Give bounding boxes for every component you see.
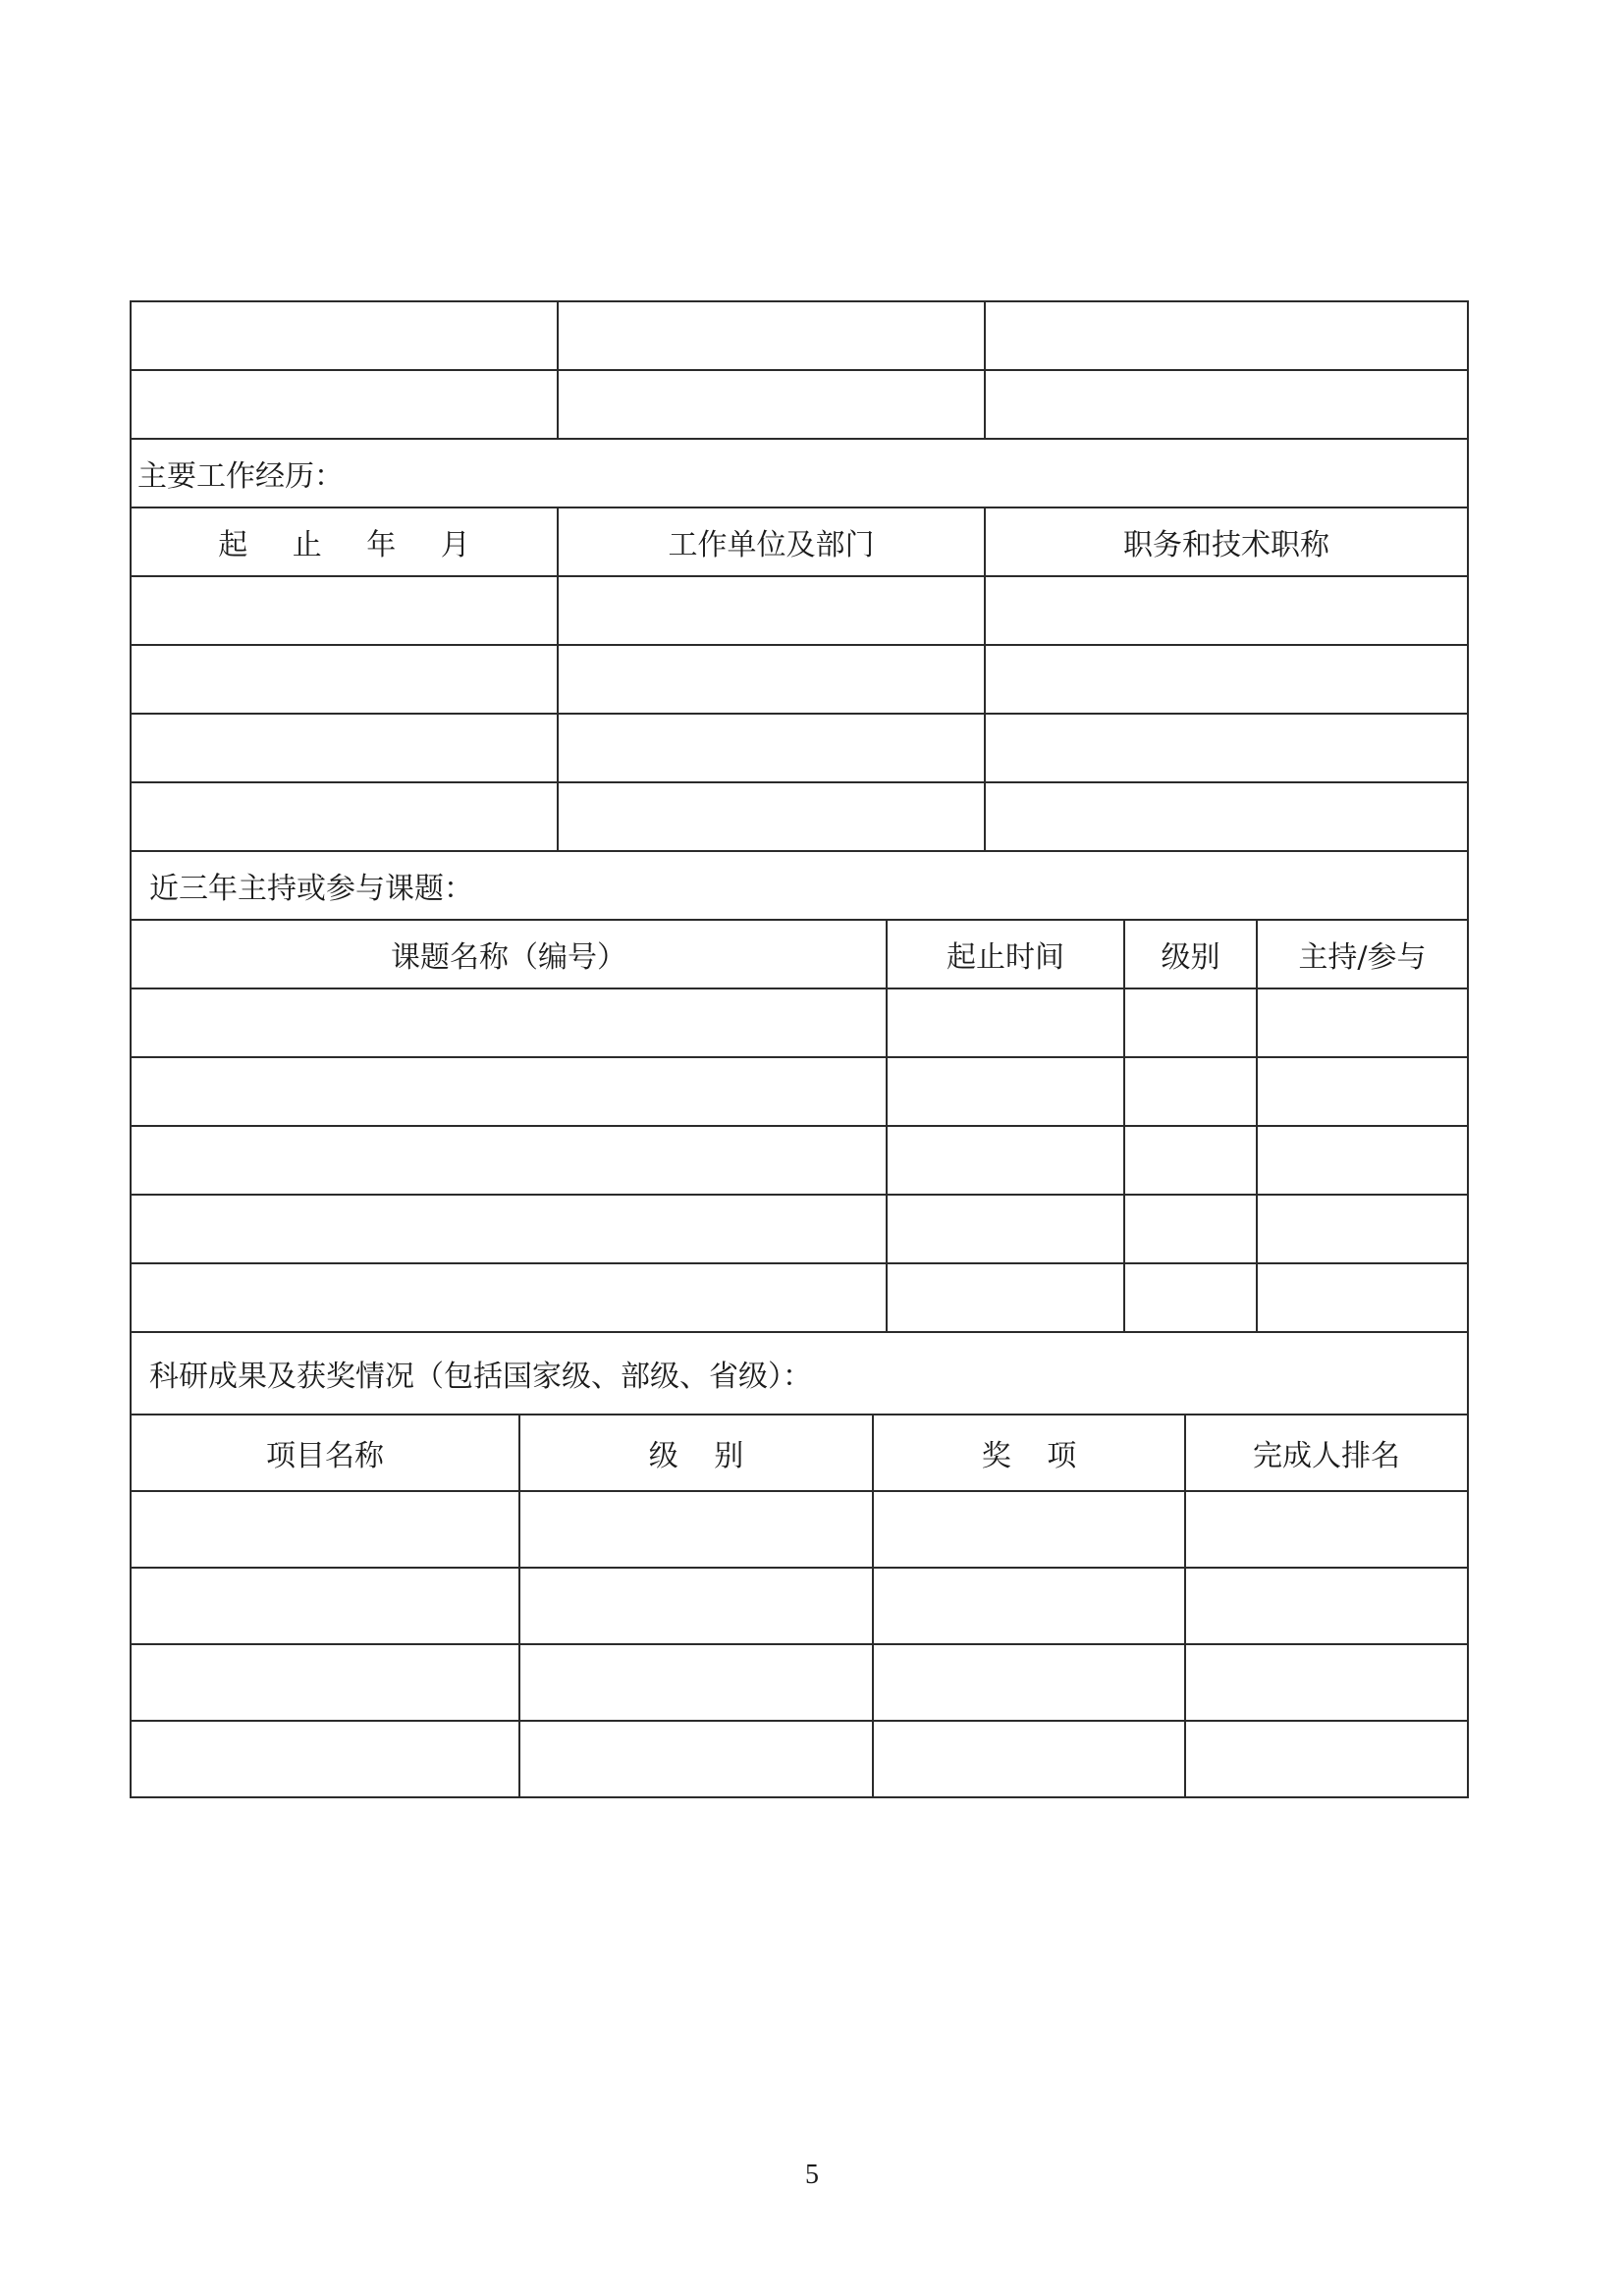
- table-row: [131, 1126, 1468, 1195]
- table-cell[interactable]: [131, 1057, 887, 1126]
- section-label-awards: 科研成果及获奖情况（包括国家级、部级、省级）：: [131, 1332, 1468, 1415]
- table-row: [131, 782, 1468, 851]
- table-row: [131, 988, 1468, 1057]
- table-cell[interactable]: [131, 782, 558, 851]
- table-cell[interactable]: [1185, 1721, 1468, 1797]
- table-cell[interactable]: [985, 645, 1468, 714]
- table-cell[interactable]: [985, 782, 1468, 851]
- column-header-role: 主持/参与: [1257, 920, 1468, 988]
- table-cell[interactable]: [985, 714, 1468, 782]
- column-header-position: 职务和技术职称: [985, 507, 1468, 576]
- table-row: [131, 301, 1468, 370]
- table-cell[interactable]: [519, 1721, 873, 1797]
- table-cell[interactable]: [131, 714, 558, 782]
- column-header-level: 级别: [1124, 920, 1257, 988]
- table-row: [131, 645, 1468, 714]
- table-cell[interactable]: [1257, 988, 1468, 1057]
- awards-table: [130, 1331, 1469, 1798]
- column-header-level: 级 别: [519, 1415, 873, 1491]
- table-cell[interactable]: [1124, 988, 1257, 1057]
- table-cell[interactable]: [131, 1126, 887, 1195]
- column-header-period: 起 止 年 月: [131, 507, 558, 576]
- table-cell[interactable]: [558, 301, 985, 370]
- column-header-item-name: 项目名称: [131, 1415, 519, 1491]
- header-row: [131, 1415, 1468, 1491]
- projects-table: [130, 850, 1469, 1333]
- table-cell[interactable]: [131, 1195, 887, 1263]
- table-cell[interactable]: [131, 370, 558, 439]
- table-cell[interactable]: [873, 1568, 1185, 1644]
- table-row: [131, 1568, 1468, 1644]
- table-cell[interactable]: [887, 988, 1124, 1057]
- table-cell[interactable]: [131, 645, 558, 714]
- section-row: [131, 851, 1468, 920]
- column-header-employer: 工作单位及部门: [558, 507, 985, 576]
- table-row: [131, 576, 1468, 645]
- table-cell[interactable]: [131, 301, 558, 370]
- table-cell[interactable]: [558, 370, 985, 439]
- table-cell[interactable]: [558, 714, 985, 782]
- table-cell[interactable]: [131, 1721, 519, 1797]
- table-cell[interactable]: [519, 1491, 873, 1568]
- table-cell[interactable]: [1257, 1126, 1468, 1195]
- table-cell[interactable]: [887, 1195, 1124, 1263]
- table-cell[interactable]: [519, 1644, 873, 1721]
- table-row: [131, 1195, 1468, 1263]
- table-cell[interactable]: [1257, 1057, 1468, 1126]
- section-row: [131, 439, 1468, 507]
- table-cell[interactable]: [131, 1568, 519, 1644]
- table-cell[interactable]: [1257, 1195, 1468, 1263]
- table-cell[interactable]: [131, 1263, 887, 1332]
- table-row: [131, 714, 1468, 782]
- table-cell[interactable]: [558, 576, 985, 645]
- application-form: [130, 300, 1467, 1798]
- table-cell[interactable]: [1185, 1491, 1468, 1568]
- table-cell[interactable]: [985, 576, 1468, 645]
- section-label-projects: 近三年主持或参与课题：: [131, 851, 1468, 920]
- table-cell[interactable]: [131, 1644, 519, 1721]
- table-cell[interactable]: [131, 576, 558, 645]
- table-cell[interactable]: [519, 1568, 873, 1644]
- table-cell[interactable]: [1257, 1263, 1468, 1332]
- table-cell[interactable]: [873, 1644, 1185, 1721]
- column-header-rank: 完成人排名: [1185, 1415, 1468, 1491]
- table-cell[interactable]: [887, 1126, 1124, 1195]
- table-cell[interactable]: [873, 1721, 1185, 1797]
- column-header-duration: 起止时间: [887, 920, 1124, 988]
- header-row: [131, 507, 1468, 576]
- table-cell[interactable]: [1124, 1126, 1257, 1195]
- table-row: [131, 1644, 1468, 1721]
- table-row: [131, 370, 1468, 439]
- table-row: [131, 1491, 1468, 1568]
- table-cell[interactable]: [131, 988, 887, 1057]
- page-number: 5: [805, 2160, 819, 2190]
- table-row: [131, 1263, 1468, 1332]
- column-header-project-name: 课题名称（编号）: [131, 920, 887, 988]
- table-cell[interactable]: [1124, 1263, 1257, 1332]
- work-experience-table: [130, 300, 1469, 852]
- table-cell[interactable]: [985, 301, 1468, 370]
- section-row: [131, 1332, 1468, 1415]
- table-cell[interactable]: [1185, 1568, 1468, 1644]
- table-cell[interactable]: [873, 1491, 1185, 1568]
- table-row: [131, 1721, 1468, 1797]
- column-header-award: 奖 项: [873, 1415, 1185, 1491]
- table-cell[interactable]: [558, 645, 985, 714]
- table-cell[interactable]: [887, 1057, 1124, 1126]
- table-cell[interactable]: [985, 370, 1468, 439]
- table-row: [131, 1057, 1468, 1126]
- table-cell[interactable]: [887, 1263, 1124, 1332]
- header-row: [131, 920, 1468, 988]
- table-cell[interactable]: [558, 782, 985, 851]
- table-cell[interactable]: [1124, 1057, 1257, 1126]
- table-cell[interactable]: [131, 1491, 519, 1568]
- table-cell[interactable]: [1124, 1195, 1257, 1263]
- table-cell[interactable]: [1185, 1644, 1468, 1721]
- section-label-work-experience: 主要工作经历：: [131, 439, 1468, 507]
